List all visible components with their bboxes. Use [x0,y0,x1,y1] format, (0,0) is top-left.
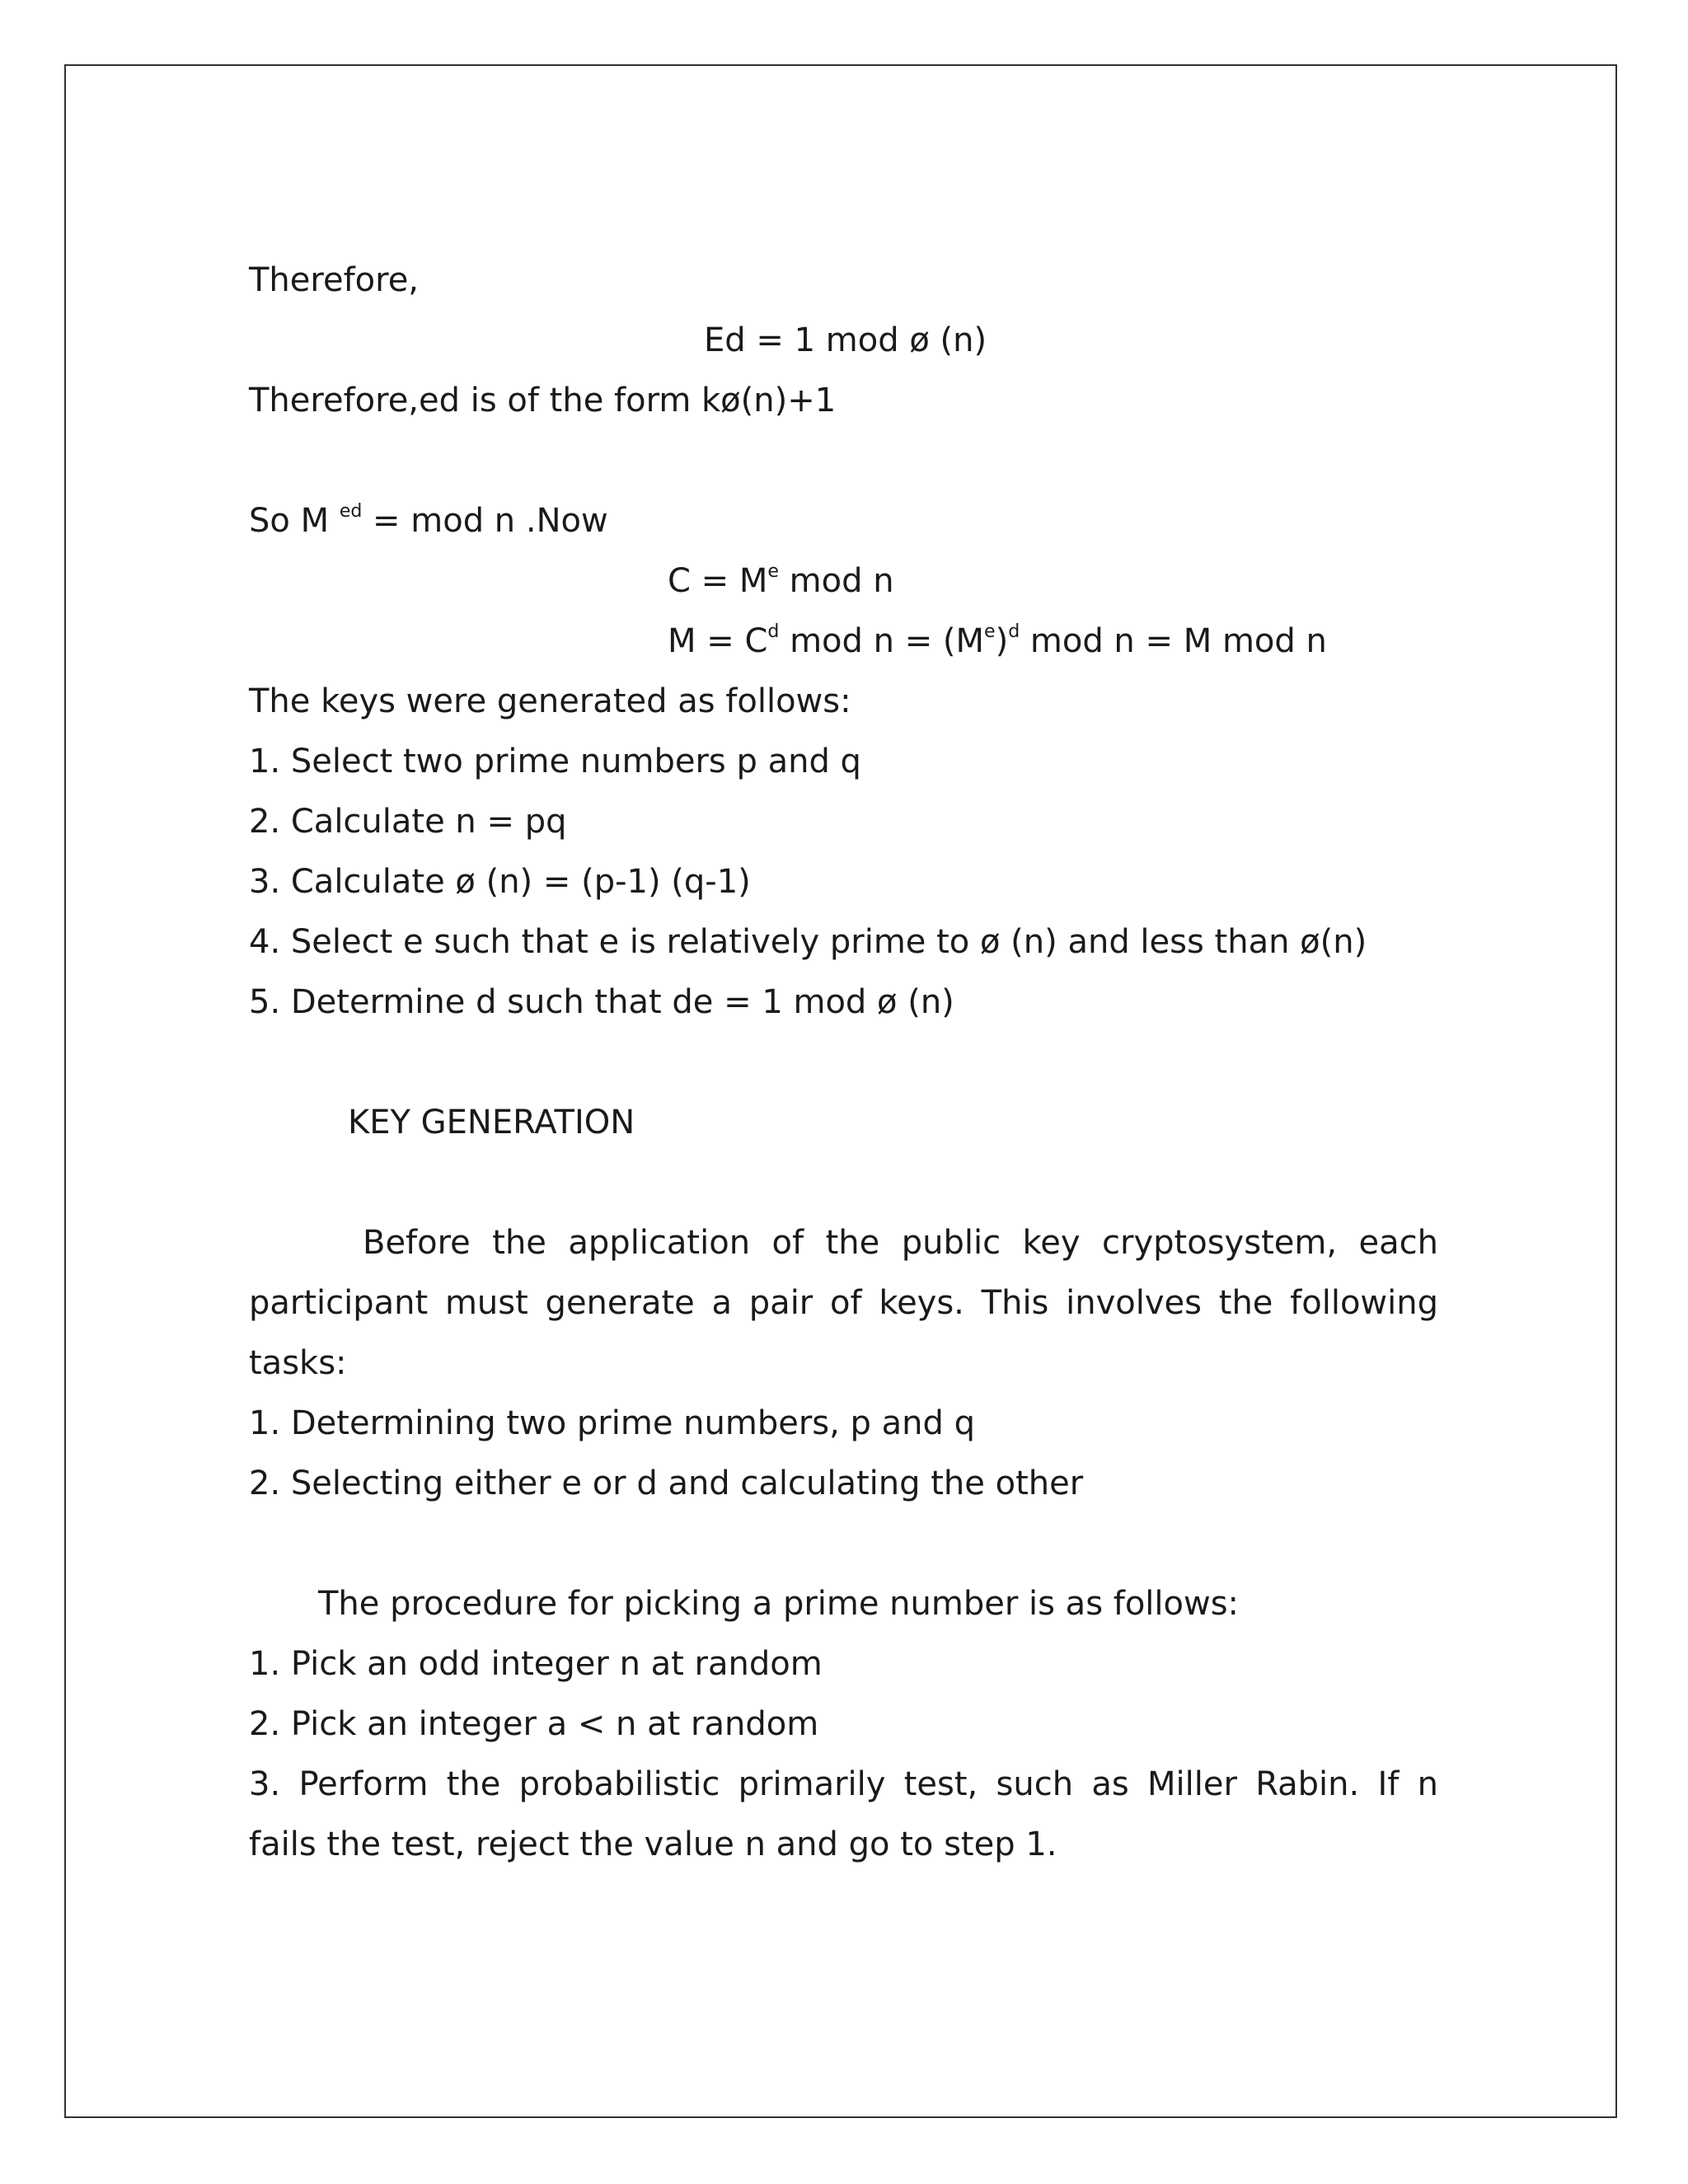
so-prefix: So M [249,502,330,540]
text-therefore: Therefore, [249,261,420,299]
text-procedure: The procedure for picking a prime number is as follows: [318,1585,1240,1623]
list-item-proc1: 1. Pick an odd integer n at random [249,1645,823,1683]
text-keys-intro: The keys were generated as follows: [249,682,851,720]
list-item-step3: 3. Calculate ø (n) = (p-1) (q-1) [249,863,751,901]
m-suffix: mod n = M mod n [1029,622,1327,660]
text-so-m-ed [249,501,608,541]
m-superscript-d2: d [1008,621,1020,642]
equation-ed: Ed = 1 mod ø (n) [704,321,987,359]
m-mid2: ) [995,622,1009,660]
m-superscript-d: d [767,621,780,642]
m-superscript-e: e [984,621,996,642]
list-item-step2: 2. Calculate n = pq [249,803,567,841]
list-item-task2: 2. Selecting either e or d and calculating the other [249,1465,1084,1502]
text-therefore-form: Therefore,ed is of the form kø(n)+1 [249,382,837,419]
list-item-proc2: 2. Pick an integer a < n at random [249,1705,819,1743]
so-superscript: ed [339,501,363,522]
list-item-step4: 4. Select e such that e is relatively prime to ø (n) and less than ø(n) [249,923,1367,961]
c-superscript: e [767,561,779,582]
m-prefix: M = C [668,622,768,660]
c-prefix: C = M [668,562,768,600]
c-suffix: mod n [789,562,894,600]
paragraph-line-3: tasks: [249,1344,347,1382]
m-mid1: mod n = (M [790,622,985,660]
section-heading: KEY GENERATION [348,1104,635,1141]
page-border [64,64,1617,2118]
list-item-proc3-line1: 3. Perform the probabilistic primarily test, such as Miller Rabin. If n [249,1765,1438,1803]
list-item-step1: 1. Select two prime numbers p and q [249,743,861,780]
list-item-step5: 5. Determine d such that de = 1 mod ø (n) [249,983,954,1021]
list-item-proc3-line2: fails the test, reject the value n and go to step 1. [249,1825,1057,1863]
paragraph-line-2: participant must generate a pair of keys. This involves the following [249,1284,1438,1322]
equation-c [668,561,894,601]
list-item-task1: 1. Determining two prime numbers, p and q [249,1404,975,1442]
paragraph-line-1: Before the application of the public key cryptosystem, each [363,1224,1438,1262]
equation-m [668,621,1327,661]
so-suffix: = mod n .Now [373,502,608,540]
